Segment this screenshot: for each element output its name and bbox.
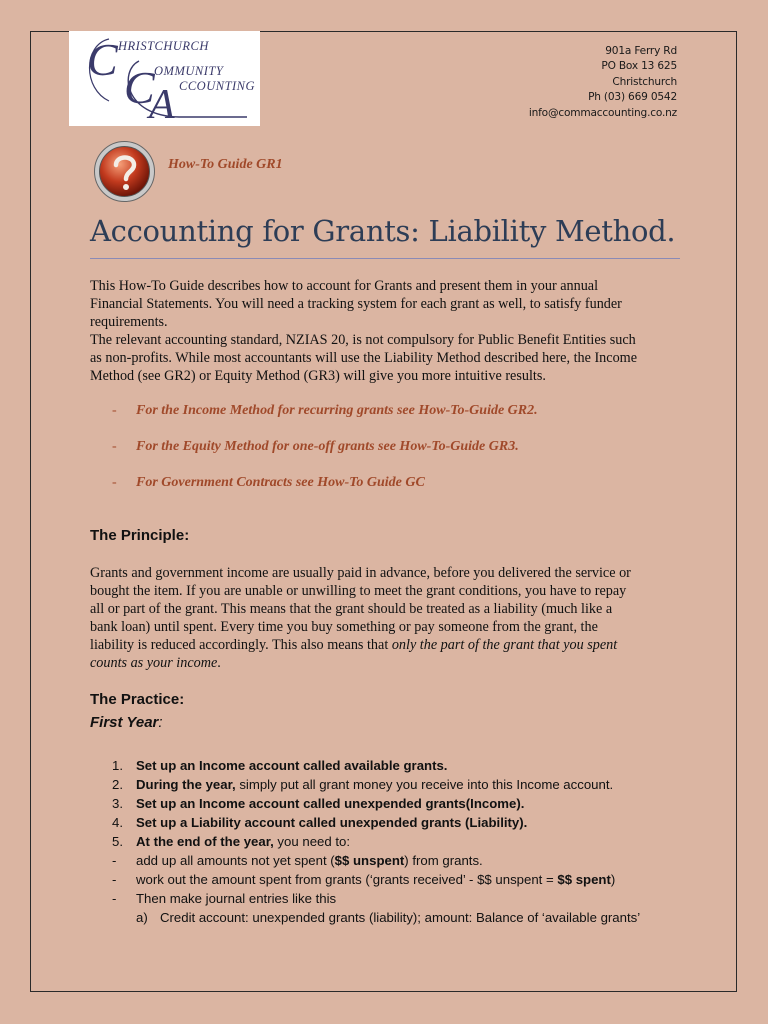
emphasis-text: only the part of the grant that you spent xyxy=(391,637,618,653)
list-item: a) Credit account: unexpended grants (liability); amount: Balance of ‘available grants’ xyxy=(136,910,641,925)
question-mark-icon xyxy=(93,140,156,203)
principle-line: counts as your income. xyxy=(90,655,221,671)
logo-line-3: CCOUNTING xyxy=(179,79,256,93)
list-item: 3. Set up an Income account called unexpended grants(Income). xyxy=(112,796,525,811)
principle-paragraph xyxy=(90,564,680,672)
related-guide-link[interactable]: For the Equity Method for one-off grants see How-To-Guide GR3. xyxy=(136,439,519,454)
address-po-box: PO Box 13 625 xyxy=(601,60,677,73)
principle-line: all or part of the grant. This means that the grant should be treated as a liability (much like a xyxy=(90,601,613,617)
practice-steps xyxy=(112,756,692,927)
list-item: 5. At the end of the year, you need to: xyxy=(112,834,351,849)
contact-address xyxy=(529,44,677,121)
list-item: 2. During the year, simply put all grant money you receive into this Income account. xyxy=(112,777,614,792)
principle-line: liability is reduced accordingly. This also means that only the part of the grant that you spent xyxy=(90,637,618,653)
list-item: - For Government Contracts see How-To Guide GC xyxy=(112,475,425,490)
address-city: Christchurch xyxy=(612,75,677,88)
first-year-subheading: First Year: xyxy=(90,714,163,731)
emphasis-text: counts as your income xyxy=(90,655,218,671)
list-item: - For the Income Method for recurring grants see How-To-Guide GR2. xyxy=(112,403,538,418)
intro-paragraph xyxy=(90,277,680,385)
list-item: - Then make journal entries like this xyxy=(112,891,337,906)
intro-line: Financial Statements. You will need a tracking system for each grant as well, to satisfy funder xyxy=(90,296,622,312)
address-phone: Ph (03) 669 0542 xyxy=(588,91,677,104)
company-logo xyxy=(69,31,260,126)
principle-line: Grants and government income are usually paid in advance, before you delivered the service or xyxy=(90,565,631,581)
practice-heading: The Practice: xyxy=(90,691,185,708)
address-street: 901a Ferry Rd xyxy=(605,45,677,57)
logo-line-2: OMMUNITY xyxy=(154,64,224,78)
guide-label: How-To Guide GR1 xyxy=(168,157,283,172)
intro-line: The relevant accounting standard, NZIAS 20, is not compulsory for Public Benefit Entities such xyxy=(90,332,636,348)
intro-line: Method (see GR2) or Equity Method (GR3) will give you more intuitive results. xyxy=(90,368,546,384)
logo-letter-a: A xyxy=(149,82,176,128)
principle-line: bank loan) until spent. Every time you buy something or pay someone from the grant, the xyxy=(90,619,598,635)
logo-line-1: HRISTCHURCH xyxy=(118,39,209,53)
page-title: Accounting for Grants: Liability Method. xyxy=(90,214,676,248)
related-guide-link[interactable]: For Government Contracts see How-To Guide GC xyxy=(136,475,425,490)
title-divider xyxy=(90,258,680,259)
address-email[interactable]: info@commaccounting.co.nz xyxy=(528,106,677,119)
list-item: - add up all amounts not yet spent ($$ unspent) from grants. xyxy=(112,853,483,868)
list-item: 4. Set up a Liability account called unexpended grants (Liability). xyxy=(112,815,528,830)
intro-line: This How-To Guide describes how to account for Grants and present them in your annual xyxy=(90,278,599,294)
logo-letter-c2: C xyxy=(124,62,156,113)
principle-line: bought the item. If you are unable or unwilling to meet the grant conditions, you have to repay xyxy=(90,583,627,599)
intro-line: as non-profits. While most accountants will use the Liability Method described here, the Income xyxy=(90,350,637,366)
intro-line: requirements. xyxy=(90,314,168,330)
related-guide-link[interactable]: For the Income Method for recurring grants see How-To-Guide GR2. xyxy=(136,403,538,418)
list-item: 1. Set up an Income account called available grants. xyxy=(112,758,448,773)
list-item: - work out the amount spent from grants (‘grants received’ - $$ unspent = $$ spent) xyxy=(112,872,616,887)
principle-heading: The Principle: xyxy=(90,527,190,544)
logo-letter-c1: C xyxy=(87,34,119,85)
list-item: - For the Equity Method for one-off grants see How-To-Guide GR3. xyxy=(112,439,519,454)
